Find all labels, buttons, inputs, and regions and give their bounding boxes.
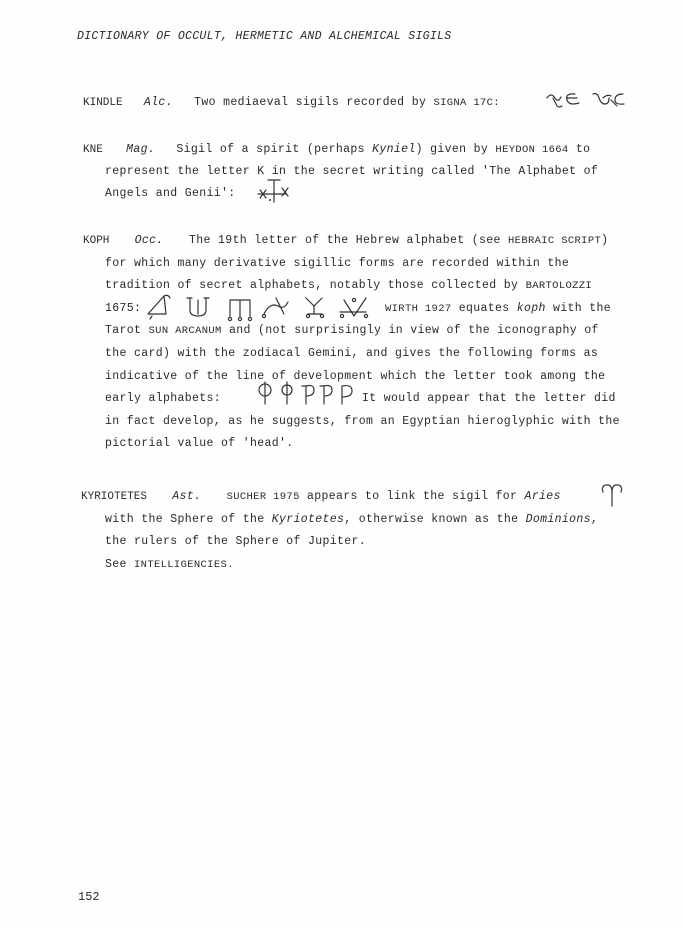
koph-crossref-sun-arcanum: SUN ARCANUM: [148, 325, 222, 337]
kindle-source: SIGNA 17C:: [433, 97, 500, 109]
category-kne: Mag.: [126, 143, 156, 156]
entry-kyriotetes-line-1: [81, 489, 561, 505]
kyriotetes-text-2: with the Sphere of the: [105, 513, 272, 526]
entry-koph-line-6: the card) with the zodiacal Gemini, and gives the following forms as: [105, 347, 599, 360]
entry-kyriotetes-line-3: the rulers of the Sphere of Jupiter.: [105, 535, 367, 548]
koph-wirth-1: [259, 382, 271, 404]
koph-bartolozzi-sigils: [144, 292, 376, 322]
entry-koph-line-5: [105, 323, 599, 339]
koph-text-5: with the: [545, 302, 612, 315]
koph-bartolozzi-1: [148, 295, 170, 319]
koph-source-wirth: WIRTH 1927: [385, 303, 452, 315]
kyriotetes-crossref-intelligencies: INTELLIGENCIES.: [134, 559, 234, 571]
kindle-sigil-2: [593, 94, 624, 107]
kne-sigil: [256, 176, 294, 204]
koph-source-bartolozzi: BARTOLOZZI: [525, 280, 593, 292]
koph-text-1: The 19th letter of the Hebrew alphabet (see: [188, 234, 509, 247]
koph-text-3: tradition of secret alphabets, notably those collected by: [105, 279, 526, 292]
entry-koph-line-8b: It would appear that the letter did: [362, 392, 616, 405]
koph-wirth-sigils: [256, 380, 356, 410]
entry-koph-line-8a: early alphabets:: [105, 392, 222, 405]
kne-italic-kyniel: Kyniel: [372, 143, 416, 156]
koph-bartolozzi-3: [228, 300, 251, 321]
entry-koph-line-4b: [385, 301, 611, 317]
entry-koph-line-9: in fact develop, as he suggests, from an Egyptian hieroglyphic with the: [105, 415, 620, 428]
koph-wirth-2: [282, 382, 292, 404]
koph-wirth-3: [302, 386, 314, 405]
koph-italic-koph: koph: [516, 302, 546, 315]
koph-crossref-hebraic: HEBRAIC SCRIPT: [508, 235, 602, 247]
headword-kindle: KINDLE: [83, 97, 123, 109]
koph-bartolozzi-6: [340, 298, 368, 318]
kyriotetes-see: See: [105, 558, 135, 571]
category-kindle: Alc.: [143, 96, 173, 109]
category-kyriotetes: Ast.: [172, 490, 202, 503]
entry-koph-line-2: for which many derivative sigillic forms are recorded within the: [105, 257, 570, 270]
running-header: DICTIONARY OF OCCULT, HERMETIC AND ALCHEMICAL SIGILS: [77, 30, 452, 43]
kne-text-2: ) given by: [415, 143, 496, 156]
koph-text-2: ): [601, 234, 609, 247]
koph-wirth-4: [320, 386, 332, 405]
headword-kyriotetes: KYRIOTETES: [81, 491, 148, 503]
entry-kyriotetes-line-2: [105, 512, 598, 527]
aries-glyph: [600, 482, 626, 508]
headword-kne: KNE: [83, 144, 103, 156]
koph-wirth-5: [342, 386, 352, 404]
kyriotetes-italic-kyriotetes: Kyriotetes: [271, 513, 345, 526]
category-koph: Occ.: [134, 234, 164, 247]
koph-text-7: and (not surprisingly in view of the iconography of: [221, 324, 599, 337]
koph-text-6: Tarot: [105, 324, 149, 337]
entry-koph-line-1: [83, 233, 608, 249]
koph-bartolozzi-2: [187, 298, 209, 316]
kindle-text: Two mediaeval sigils recorded by: [194, 96, 434, 109]
entry-kyriotetes-line-4: [105, 557, 234, 573]
kindle-sigils: [545, 88, 635, 112]
entry-kne-line-1: [83, 142, 590, 158]
kyriotetes-text-4: ,: [590, 513, 599, 526]
koph-bartolozzi-4: [262, 298, 288, 318]
entry-koph-line-7: indicative of the line of development which the letter took among the: [105, 370, 606, 383]
kyriotetes-italic-dominions: Dominions: [525, 513, 591, 526]
entry-koph-line-4a: 1675:: [105, 302, 142, 315]
kyriotetes-italic-aries: Aries: [524, 490, 561, 503]
koph-text-4: equates: [451, 302, 517, 315]
entry-kne-line-3: Angels and Genii':: [105, 187, 236, 200]
kindle-sigil-1: [547, 94, 579, 107]
kyriotetes-text-3: , otherwise known as the: [344, 513, 526, 526]
headword-koph: KOPH: [83, 235, 110, 247]
page-number: 152: [78, 890, 100, 904]
kne-source: HEYDON 1664: [495, 144, 569, 156]
entry-koph-line-10: pictorial value of 'head'.: [105, 437, 294, 450]
koph-bartolozzi-5: [306, 298, 324, 318]
kne-text-1: Sigil of a spirit (perhaps: [176, 143, 373, 156]
kyriotetes-source-sucher: SUCHER 1975: [226, 491, 300, 503]
entry-kne-line-2: represent the letter K in the secret writing called 'The Alphabet of: [105, 165, 599, 178]
entry-kindle-line-1: [83, 95, 500, 111]
kne-text-3: to: [568, 143, 591, 156]
kyriotetes-text-1: appears to link the sigil for: [299, 490, 525, 503]
